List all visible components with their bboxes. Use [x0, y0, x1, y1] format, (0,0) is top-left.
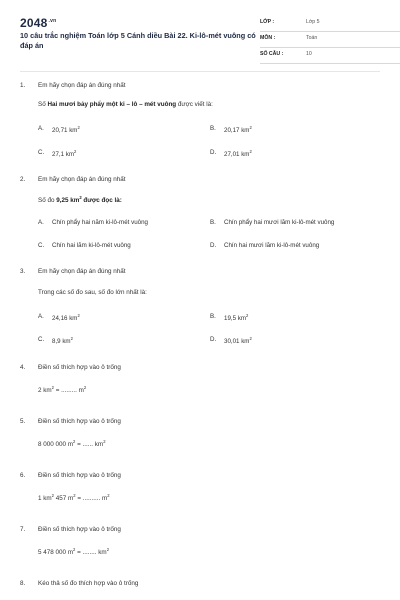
- question-prompt: Điền số thích hợp vào ô trống: [38, 526, 121, 533]
- question-4: [20, 364, 380, 398]
- meta-label: MÔN :: [260, 35, 276, 41]
- option-letter: D.: [210, 336, 217, 343]
- meta-label: LỚP :: [260, 19, 275, 25]
- meta-row-count: [260, 48, 400, 64]
- superscript: 2: [107, 493, 110, 498]
- option-text: [52, 313, 80, 322]
- option-letter: B.: [210, 125, 216, 132]
- question-prompt: Điền số thích hợp vào ô trống: [38, 364, 121, 371]
- question-5: [20, 418, 380, 452]
- option-letter: A.: [38, 125, 44, 132]
- question-prompt: Em hãy chọn đáp án đúng nhất: [38, 82, 126, 89]
- question-2: [20, 176, 380, 256]
- question-number: 6.: [20, 472, 26, 479]
- superscript: 2: [246, 313, 249, 318]
- site-logo[interactable]: [20, 16, 56, 30]
- option-text: Chín hai lăm ki-lô-mét vuông: [52, 242, 131, 249]
- meta-row-class: [260, 16, 400, 32]
- text-part: = ........ km: [75, 549, 107, 557]
- question-number: 1.: [20, 82, 26, 89]
- text-part: được viết là:: [176, 101, 213, 108]
- superscript: 2: [73, 493, 76, 498]
- superscript: 2: [70, 336, 73, 341]
- meta-value: Toán: [306, 35, 318, 41]
- header-divider: [20, 71, 380, 72]
- question-text: Trong các số đo sau, số đo lớn nhất là:: [38, 289, 147, 296]
- question-number: 2.: [20, 176, 26, 183]
- option-text: Chín phẩy hai năm ki-lô-mét vuông: [52, 219, 148, 226]
- superscript: 2: [249, 125, 252, 130]
- option-text: Chín phẩy hai mươi lăm ki-lô-mét vuông: [224, 219, 335, 226]
- question-number: 4.: [20, 364, 26, 371]
- question-prompt: Điền số thích hợp vào ô trống: [38, 472, 121, 479]
- meta-label: SỐ CÂU :: [260, 51, 284, 57]
- text-part: = ......... m: [54, 387, 84, 395]
- question-number: 3.: [20, 268, 26, 275]
- option-text: [52, 336, 73, 345]
- superscript: 2: [51, 493, 54, 498]
- option-text: [52, 125, 80, 134]
- superscript: 2: [73, 439, 76, 444]
- fill-blank[interactable]: [38, 439, 106, 448]
- text-part: 5 478 000 m: [38, 549, 74, 557]
- option-value: 20,71 km: [52, 127, 78, 135]
- option-value: 27,1 km: [52, 151, 75, 159]
- superscript: 2: [74, 149, 77, 154]
- option-letter: B.: [210, 313, 216, 320]
- superscript: 2: [77, 313, 80, 318]
- document-title: 10 câu trắc nghiệm Toán lớp 5 Cánh diều Bài 22. Ki-lô-mét vuông có đáp án: [20, 31, 256, 50]
- option-letter: C.: [38, 242, 45, 249]
- option-text: [224, 149, 252, 158]
- superscript: 2: [103, 439, 106, 444]
- option-letter: B.: [210, 219, 216, 226]
- fill-blank[interactable]: [38, 385, 86, 394]
- question-text: [38, 195, 122, 204]
- superscript: 2: [51, 385, 54, 390]
- fill-blank[interactable]: [38, 547, 109, 556]
- option-value: 20,17 km: [224, 127, 250, 135]
- header: [20, 16, 380, 66]
- text-part: = .......... m: [75, 495, 108, 503]
- option-letter: A.: [38, 313, 44, 320]
- superscript: 2: [106, 547, 110, 552]
- text-part: Số: [38, 101, 48, 108]
- question-number: 5.: [20, 418, 26, 425]
- option-value: 8,9 km: [52, 338, 71, 346]
- superscript: 2: [249, 336, 252, 341]
- text-bold-value: 9,25 km: [56, 197, 80, 205]
- text-part: 8 000 000 m: [38, 441, 74, 449]
- superscript: 2: [79, 195, 82, 200]
- option-text: Chín hai mươi lăm ki-lô-mét vuông: [224, 242, 320, 249]
- text-part: 2 km: [38, 387, 52, 395]
- meta-panel: [260, 16, 400, 64]
- option-letter: C.: [38, 149, 45, 156]
- meta-value: 10: [306, 51, 312, 57]
- text-part: 457 m: [54, 495, 74, 503]
- text-part: = ...... km: [75, 441, 104, 449]
- superscript: 2: [77, 125, 80, 130]
- superscript: 2: [249, 149, 252, 154]
- option-text: [224, 313, 248, 322]
- text-part: Số đo: [38, 197, 57, 205]
- option-letter: C.: [38, 336, 45, 343]
- question-prompt: Em hãy chọn đáp án đúng nhất: [38, 176, 126, 183]
- option-letter: D.: [210, 149, 217, 156]
- text-bold: [56, 197, 122, 204]
- question-6: [20, 472, 380, 506]
- question-prompt: Điền số thích hợp vào ô trống: [38, 418, 121, 425]
- question-3: [20, 268, 380, 348]
- text-bold: Hai mươi bảy phẩy một ki – lô – mét vuông: [47, 101, 177, 108]
- logo-suffix: .vn: [48, 18, 57, 24]
- option-value: 19,5 km: [224, 315, 247, 323]
- option-value: 27,01 km: [224, 151, 250, 159]
- option-text: [224, 336, 252, 345]
- option-letter: D.: [210, 242, 217, 249]
- question-1: [20, 82, 380, 162]
- text-part: 1 km: [38, 495, 52, 503]
- text-part: được đọc là:: [81, 197, 122, 205]
- superscript: 2: [83, 385, 87, 390]
- superscript: 2: [73, 547, 76, 552]
- meta-value: Lớp 5: [306, 19, 320, 25]
- option-text: [52, 149, 76, 158]
- option-value: 30,01 km: [224, 338, 250, 346]
- question-7: [20, 526, 380, 560]
- meta-row-subject: [260, 32, 400, 48]
- option-letter: A.: [38, 219, 44, 226]
- logo-text: 2048: [20, 16, 48, 30]
- option-value: 24,16 km: [52, 315, 78, 323]
- question-number: 7.: [20, 526, 26, 533]
- option-text: [224, 125, 252, 134]
- fill-blank[interactable]: [38, 493, 110, 502]
- question-prompt: Kéo thả số đo thích hợp vào ô trống: [38, 580, 139, 587]
- question-8: [20, 580, 380, 594]
- question-text: [38, 101, 213, 108]
- question-number: 8.: [20, 580, 26, 587]
- question-prompt: Em hãy chọn đáp án đúng nhất: [38, 268, 126, 275]
